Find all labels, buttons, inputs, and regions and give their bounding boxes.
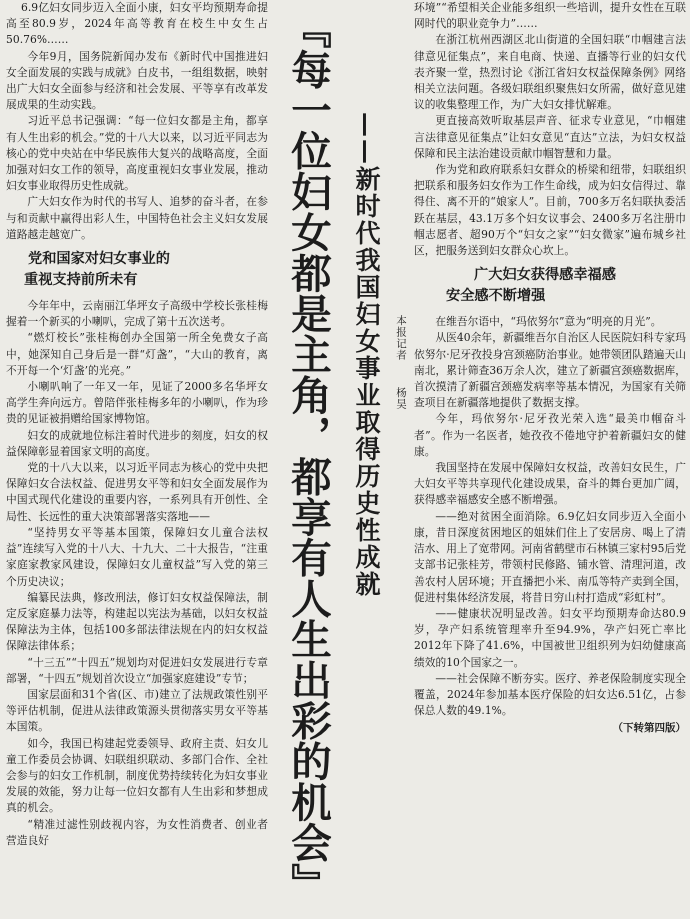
section-heading-line: 广大妇女获得感幸福感	[474, 267, 616, 284]
body-paragraph: 习近平总书记强调：“每一位妇女都是主角，都享有人生出彩的机会。”党的十八大以来，以习近平同志为核心的党中央站在中华民族伟大复兴的战略高度，全面加强对妇女工作的领导，高度重视妇女事业发展，推动妇女事业取得历史性成就。	[6, 114, 268, 193]
left-article-column	[6, 0, 268, 919]
body-paragraph: 党的十八大以来，以习近平同志为核心的党中央把保障妇女合法权益、促进男女平等和妇女全面发展作为中国式现代化建设的重要内容，一系列具有开创性、全局性、长远性的重大决策部署落实落地——	[6, 461, 268, 523]
intro-paragraph: 6.9亿妇女同步迈入全面小康，妇女平均预期寿命提高至80.9岁，2024年高等教育在校生中女生占50.76%……	[6, 1, 268, 47]
byline	[393, 315, 411, 455]
section-heading-support	[6, 249, 268, 291]
body-paragraph: “坚持男女平等基本国策，保障妇女儿童合法权益”连续写入党的十八大、十九大、二十大报告，“注重家庭家教家风建设，保障妇女儿童权益”写入党的第三个历史决议；	[6, 525, 268, 588]
body-paragraph: ——健康状况明显改善。妇女平均预期寿命达80.9岁，孕产妇系统管理率升至94.9%，孕产妇死亡率比2012年下降了41.6%，中国被世卫组织列为妇幼健康高绩效的10个国家之一。	[414, 606, 686, 669]
body-paragraph: 如今，我国已构建起党委领导、政府主责、妇女儿童工作委员会协调、妇联组织联动、多部门合作、全社会参与的妇女工作机制，制度优势持续转化为妇女事业发展的效能，努力让每一位妇女都有人生出彩和梦想成真的机会。	[6, 736, 268, 815]
body-paragraph: 我国坚持在发展中保障妇女权益，改善妇女民生，广大妇女平等共享现代化建设成果，奋斗的舞台更加广阔，获得感幸福感安全感不断增强。	[414, 461, 686, 507]
main-headline-box	[275, 8, 341, 913]
body-paragraph: 在维吾尔语中，“玛依努尔”意为“明亮的月光”。	[435, 315, 662, 329]
body-paragraph: “十三五”“十四五”规划均对促进妇女发展进行专章部署，“十四五”规划首次设立“加强家庭建设”专节；	[6, 655, 268, 685]
body-paragraph: “精准过滤性别歧视内容，为女性消费者、创业者营造良好	[6, 817, 268, 847]
body-paragraph: 环境”“希望相关企业能多组织一些培训，提升女性在互联网时代的职业竞争力”……	[414, 1, 686, 31]
body-paragraph: 小喇叭响了一年又一年，见证了2000多名华坪女高学生奔向远方。曾陪伴张桂梅多年的小喇叭，作为珍贵的见证被捐赠给国家博物馆。	[6, 380, 268, 426]
body-paragraph: 今年9月，国务院新闻办发布《新时代中国推进妇女全面发展的实践与成就》白皮书，一组组数据，映射出广大妇女全面参与经济和社会发展、平等享有改革发展成果的生动实践。	[6, 49, 268, 112]
section-heading-line: 安全感不断增强	[446, 288, 546, 305]
section-heading-line: 重视支持前所未有	[24, 272, 138, 289]
sub-headline: ——新时代我国妇女事业取得历史性成就	[352, 112, 381, 598]
body-paragraph: 国家层面和31个省(区、市)建立了法规政策性别平等评估机制，促进从法律政策源头贯彻落实男女平等基本国策。	[6, 687, 268, 734]
body-paragraph: ——绝对贫困全面消除。6.9亿妇女同步迈入全面小康，昔日深度贫困地区的姐妹们住上了安居房、喝上了清洁水、用上了宽带网。河南省鹤壁市石林镇三家村95后党支部书记张桂芳，带领村民修路、铺水管、清理河道，改善农村人居环境；开直播把小米、南瓜等特产卖到全国，促进村集体经济发展，将昔日穷山村打造成“彩虹村”。	[414, 509, 686, 604]
body-paragraph: 今年，玛依努尔·尼牙孜光荣入选“最美巾帼奋斗者”。作为一名医者，她孜孜不倦地守护着新疆妇女的健康。	[414, 412, 686, 458]
main-headline: 『每一位妇女都是主角，都享有人生出彩的机会』	[284, 8, 332, 904]
byline-name: 杨昊	[395, 387, 407, 410]
body-paragraph: 从医40余年，新疆维吾尔自治区人民医院妇科专家玛依努尔·尼牙孜投身宫颈癌防治事业。她带领团队踏遍天山南北，累计筛查36万余人次，建立了新疆宫颈癌数据库，首次摸清了新疆宫颈癌发病率等基本情况，为国家有关筛查项目在新疆落地提供了数据支撑。	[414, 331, 686, 410]
right-article-column	[414, 0, 686, 919]
body-paragraph: 作为党和政府联系妇女群众的桥梁和纽带，妇联组织把联系和服务妇女作为工作生命线，成为妇女信得过、靠得住、离不开的“娘家人”。目前，700多万名妇联执委活跃在基层，43.1万多个妇女议事会、2400多万名注册巾帼志愿者、超90万个“妇女之家”“妇女微家”遍布城乡社区，把服务送到妇女群众心坎上。	[414, 163, 686, 258]
body-paragraph: ——社会保障不断夯实。医疗、养老保险制度实现全覆盖，2024年参加基本医疗保险的妇女达6.51亿，占参保总人数的49.1%。	[414, 671, 686, 718]
body-paragraph: “燃灯校长”张桂梅创办全国第一所全免费女子高中，她深知自己身后是一群“灯盏”，“大山的教育，离不开每一个‘灯盏’的光亮。”	[6, 331, 268, 377]
body-paragraph: 妇女的成就地位标注着时代进步的刻度，妇女的权益保障彰显着国家文明的高度。	[6, 428, 268, 458]
body-paragraph: 更直接高效听取基层声音、征求专业意见，“巾帼建言法律意见征集点”让妇女意见“直达”立法，为妇女权益保障和民主法治建设贡献巾帼智慧和力量。	[414, 114, 686, 160]
section-heading-line: 党和国家对妇女事业的	[28, 251, 170, 268]
continued-on-page-note: （下转第四版）	[612, 722, 686, 735]
section-heading-wellbeing	[414, 265, 686, 307]
body-paragraph: 广大妇女作为时代的书写人、追梦的奋斗者，在参与和贡献中赢得出彩人生，中国特色社会主义妇女发展道路越走越宽广。	[6, 195, 268, 241]
body-paragraph: 编纂民法典，修改刑法，修订妇女权益保障法，制定反家庭暴力法等，构建起以宪法为基础，以妇女权益保障法为主体，包括100多部法律法规在内的妇女权益保障法律体系；	[6, 590, 268, 653]
byline-label: 本报记者	[395, 315, 407, 361]
sub-headline-box	[346, 112, 390, 672]
body-paragraph: 在浙江杭州西湖区北山街道的全国妇联“巾帼建言法律意见征集点”，来自电商、快递、直播等行业的妇女代表齐聚一堂，热烈讨论《浙江省妇女权益保障条例》网络相关立法问题。各级妇联组织聚焦妇女所需，做好意见建议的收集整理工作，为广大妇女排忧解难。	[414, 33, 686, 112]
body-paragraph: 今年年中，云南丽江华坪女子高级中学校长张桂梅握着一个新买的小喇叭，完成了第十五次送考。	[6, 299, 268, 329]
